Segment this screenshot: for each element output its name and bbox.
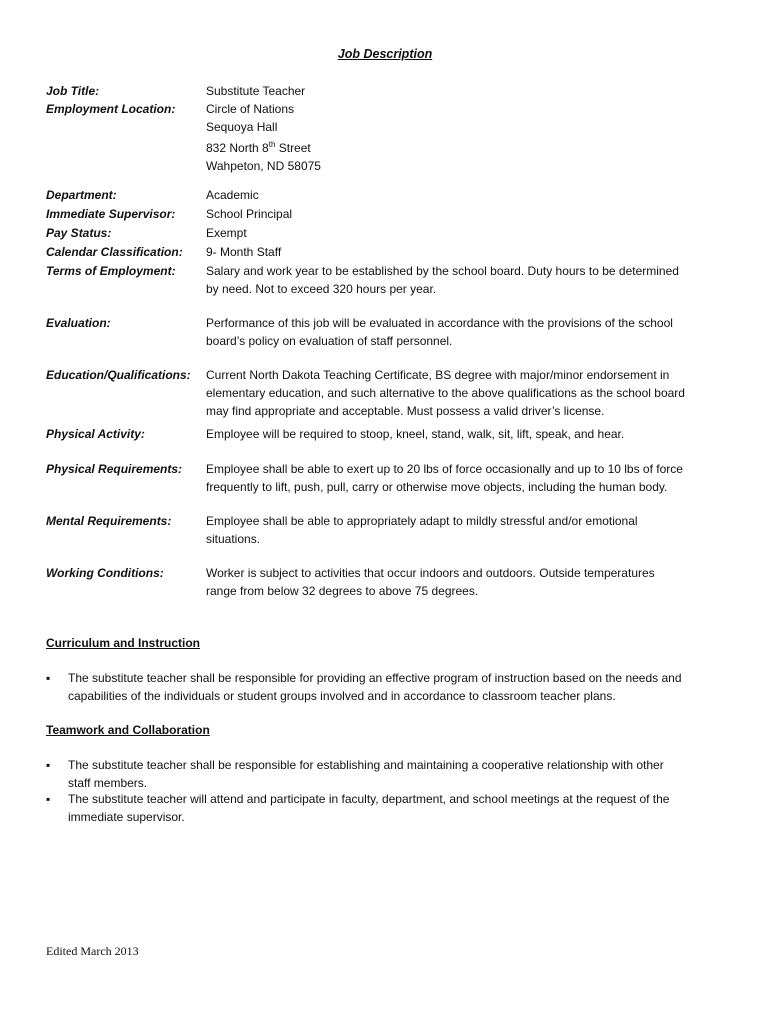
- field-value: Current North Dakota Teaching Certificate, BS degree with major/minor endorsement in elementary education, and such alternative to the above qualifications as the school board may find appropriate and acceptable. Must possess a valid driver’s license.: [206, 368, 685, 418]
- field-label: Evaluation:: [46, 316, 111, 330]
- field-label: Terms of Employment:: [46, 264, 176, 278]
- field-value: Exempt: [206, 226, 247, 240]
- field-calendar-classification: [46, 243, 726, 261]
- field-value: Employee will be required to stoop, kneel, stand, walk, sit, lift, speak, and hear.: [206, 427, 625, 441]
- field-label: Immediate Supervisor:: [46, 207, 176, 221]
- field-value: Employee shall be able to exert up to 20 lbs of force occasionally and up to 10 lbs of force frequently to lift, push, pull, carry or otherwise move objects, including the human body.: [206, 462, 683, 494]
- address-line: Wahpeton, ND 58075: [206, 159, 321, 173]
- field-physical-requirements: [46, 460, 726, 496]
- field-mental-requirements: [46, 512, 726, 548]
- document-title: Job Description: [337, 47, 433, 61]
- field-working-conditions: [46, 564, 726, 600]
- field-value: Worker is subject to activities that occur indoors and outdoors. Outside temperatures range from below 32 degrees to above 75 degrees.: [206, 566, 655, 598]
- field-label: Pay Status:: [46, 226, 112, 240]
- field-value: Salary and work year to be established by the school board. Duty hours to be determined by need. Not to exceed 320 hours per year.: [206, 264, 679, 296]
- field-label: Physical Requirements:: [46, 462, 183, 476]
- field-physical-activity: [46, 425, 726, 443]
- address-line: Sequoya Hall: [206, 120, 278, 134]
- address-line: Circle of Nations: [206, 102, 295, 116]
- field-evaluation: [46, 314, 726, 350]
- field-value: 9- Month Staff: [206, 245, 282, 259]
- field-label: Calendar Classification:: [46, 245, 183, 259]
- field-value: [206, 100, 726, 175]
- field-label: Employment Location:: [46, 102, 176, 116]
- list-item: ▪ The substitute teacher shall be responsible for providing an effective program of instruction based on the needs and capabilities of the individuals or student groups involved and in accordance to classroom teacher plans.: [46, 671, 682, 703]
- field-value: Substitute Teacher: [206, 84, 306, 98]
- field-label: Job Title:: [46, 84, 100, 98]
- bullet-icon: ▪: [46, 792, 51, 806]
- field-immediate-supervisor: [46, 205, 726, 223]
- list-item: ▪ The substitute teacher will attend and participate in faculty, department, and school meetings at the request of the immediate supervisor.: [46, 792, 670, 824]
- field-label: Working Conditions:: [46, 566, 164, 580]
- field-department: [46, 186, 726, 204]
- field-value: Academic: [206, 188, 259, 202]
- field-pay-status: [46, 224, 726, 242]
- address-line: 832 North 8th Street: [206, 140, 311, 155]
- footer-edited-date: Edited March 2013: [46, 944, 139, 958]
- field-label: Physical Activity:: [46, 427, 145, 441]
- bullet-icon: ▪: [46, 758, 51, 772]
- list-item: ▪ The substitute teacher shall be responsible for establishing and maintaining a cooperative relationship with other staff members.: [46, 758, 664, 790]
- field-value: Employee shall be able to appropriately adapt to mildly stressful and/or emotional situations.: [206, 514, 638, 546]
- field-value: School Principal: [206, 207, 293, 221]
- field-value: Performance of this job will be evaluated in accordance with the provisions of the school board’s policy on evaluation of staff personnel.: [206, 316, 673, 348]
- field-label: Department:: [46, 188, 117, 202]
- field-label: Education/Qualifications:: [46, 368, 191, 382]
- field-label: Mental Requirements:: [46, 514, 172, 528]
- bullet-icon: ▪: [46, 671, 51, 685]
- field-terms-of-employment: [46, 262, 726, 298]
- field-employment-location: [46, 100, 726, 172]
- section-heading-teamwork: Teamwork and Collaboration: [46, 723, 210, 737]
- section-heading-curriculum: Curriculum and Instruction: [46, 636, 201, 650]
- field-education-qualifications: [46, 366, 726, 420]
